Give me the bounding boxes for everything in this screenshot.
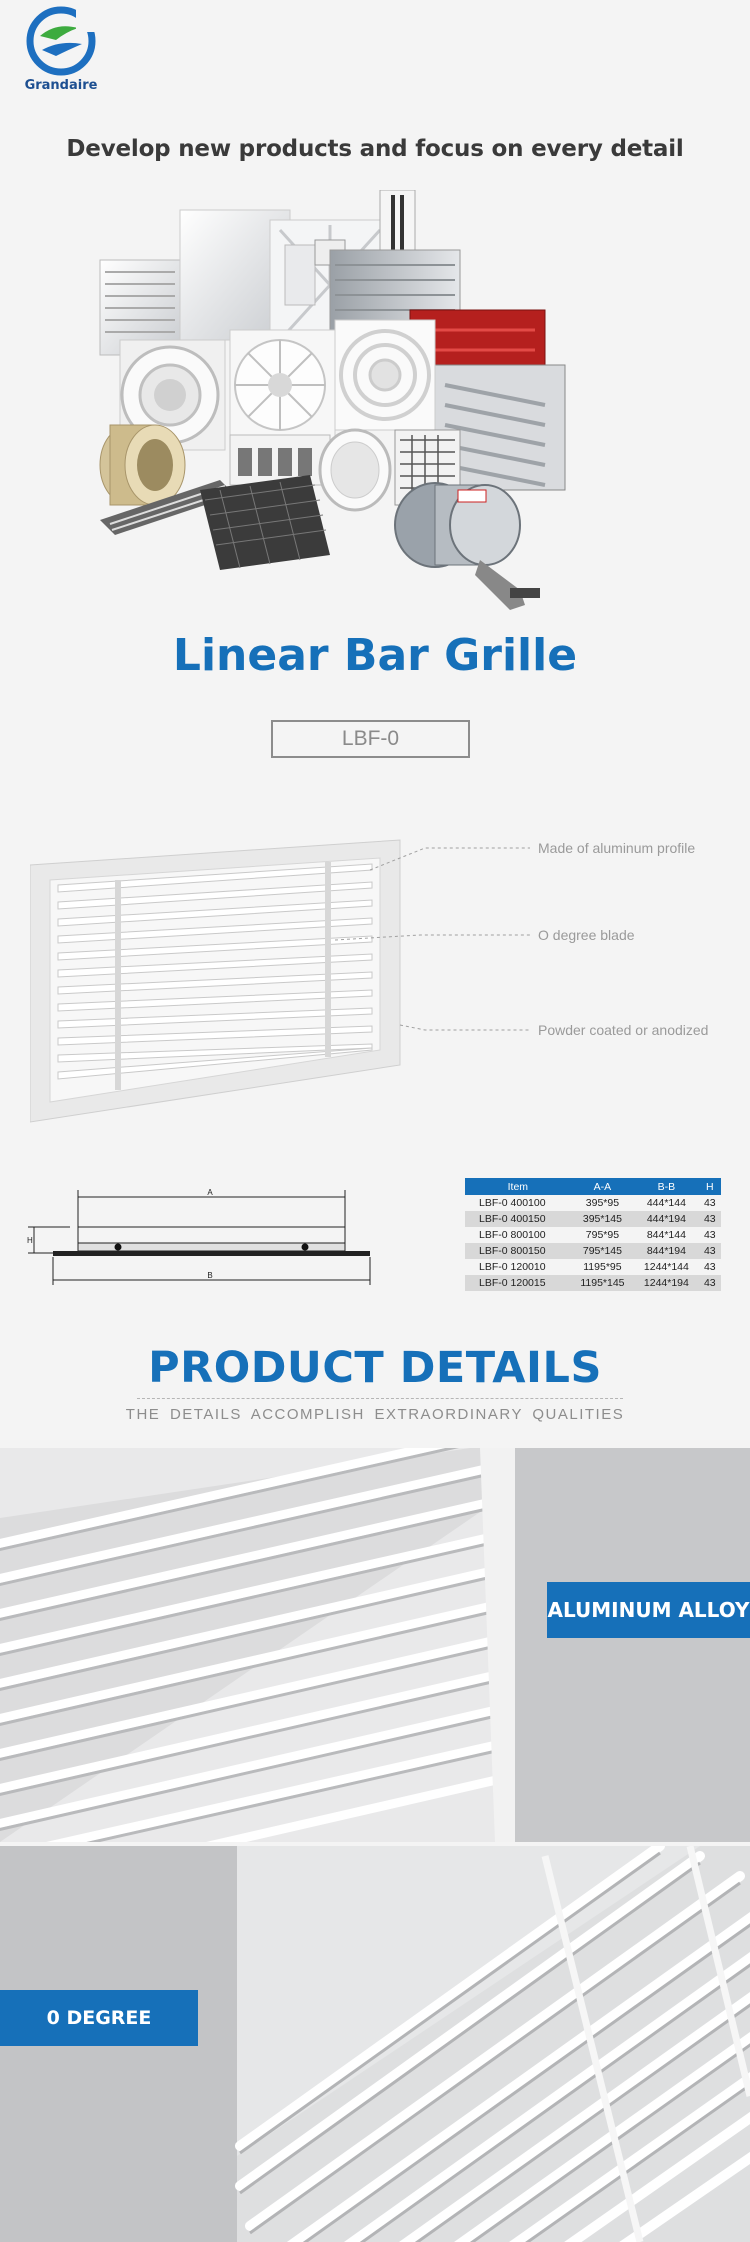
feature-tag-aluminum: ALUMINUM ALLOY — [547, 1582, 750, 1638]
table-cell: 43 — [699, 1259, 721, 1275]
table-cell: 844*144 — [634, 1227, 698, 1243]
table-cell: 444*144 — [634, 1195, 698, 1211]
divider — [137, 1398, 623, 1399]
table-header-row — [465, 1178, 721, 1195]
feature-callout: Made of aluminum profile — [538, 840, 696, 856]
table-row — [465, 1211, 721, 1227]
table-row — [465, 1243, 721, 1259]
table-cell: LBF-0 120015 — [465, 1275, 571, 1291]
column-header: B-B — [634, 1178, 698, 1195]
table-cell: 43 — [699, 1275, 721, 1291]
table-cell: LBF-0 400150 — [465, 1211, 571, 1227]
dimension-label-h: H — [27, 1236, 33, 1245]
dimension-drawing — [20, 1185, 380, 1295]
table-row — [465, 1227, 721, 1243]
dimension-label-a: A — [207, 1188, 213, 1197]
feature-tag-zero-degree: 0 DEGREE — [0, 1990, 198, 2046]
table-row — [465, 1259, 721, 1275]
linear-bar-grille-image — [30, 830, 730, 1130]
table-cell: LBF-0 800150 — [465, 1243, 571, 1259]
column-header: H — [699, 1178, 721, 1195]
model-number: LBF-0 — [271, 720, 470, 758]
aluminum-closeup-photo — [0, 1448, 750, 1842]
brand-logo[interactable] — [16, 6, 106, 96]
table-cell: 43 — [699, 1227, 721, 1243]
table-cell: 444*194 — [634, 1211, 698, 1227]
table-cell: 43 — [699, 1195, 721, 1211]
table-cell: 844*194 — [634, 1243, 698, 1259]
table-cell: 795*95 — [571, 1227, 634, 1243]
column-header: A-A — [571, 1178, 634, 1195]
details-title: PRODUCT DETAILS — [148, 1343, 602, 1393]
table-cell: 795*145 — [571, 1243, 634, 1259]
grille-closeup-icon — [0, 1448, 750, 1842]
table-cell: 395*145 — [571, 1211, 634, 1227]
headline: Develop new products and focus on every detail — [66, 136, 684, 162]
table-cell: 1244*194 — [634, 1275, 698, 1291]
table-cell: 1195*95 — [571, 1259, 634, 1275]
details-subtitle: THE DETAILS ACCOMPLISH EXTRAORDINARY QUALITIES — [125, 1406, 625, 1423]
table-cell: LBF-0 400100 — [465, 1195, 571, 1211]
feature-callout: O degree blade — [538, 927, 635, 943]
table-cell: 43 — [699, 1243, 721, 1259]
logo-swirl-icon — [26, 6, 96, 76]
feature-callout: Powder coated or anodized — [538, 1022, 709, 1038]
table-cell: LBF-0 800100 — [465, 1227, 571, 1243]
spec-table — [465, 1178, 721, 1291]
table-cell: 395*95 — [571, 1195, 634, 1211]
table-cell: 1195*145 — [571, 1275, 634, 1291]
table-cell: LBF-0 120010 — [465, 1259, 571, 1275]
table-row — [465, 1195, 721, 1211]
table-row — [465, 1275, 721, 1291]
dimension-label-b: B — [207, 1271, 213, 1280]
hvac-products-collage-icon — [80, 190, 680, 620]
table-cell: 1244*144 — [634, 1259, 698, 1275]
brand-name: Grandaire — [24, 78, 98, 93]
table-cell: 43 — [699, 1211, 721, 1227]
column-header: Item — [465, 1178, 571, 1195]
product-title: Linear Bar Grille — [172, 630, 578, 681]
